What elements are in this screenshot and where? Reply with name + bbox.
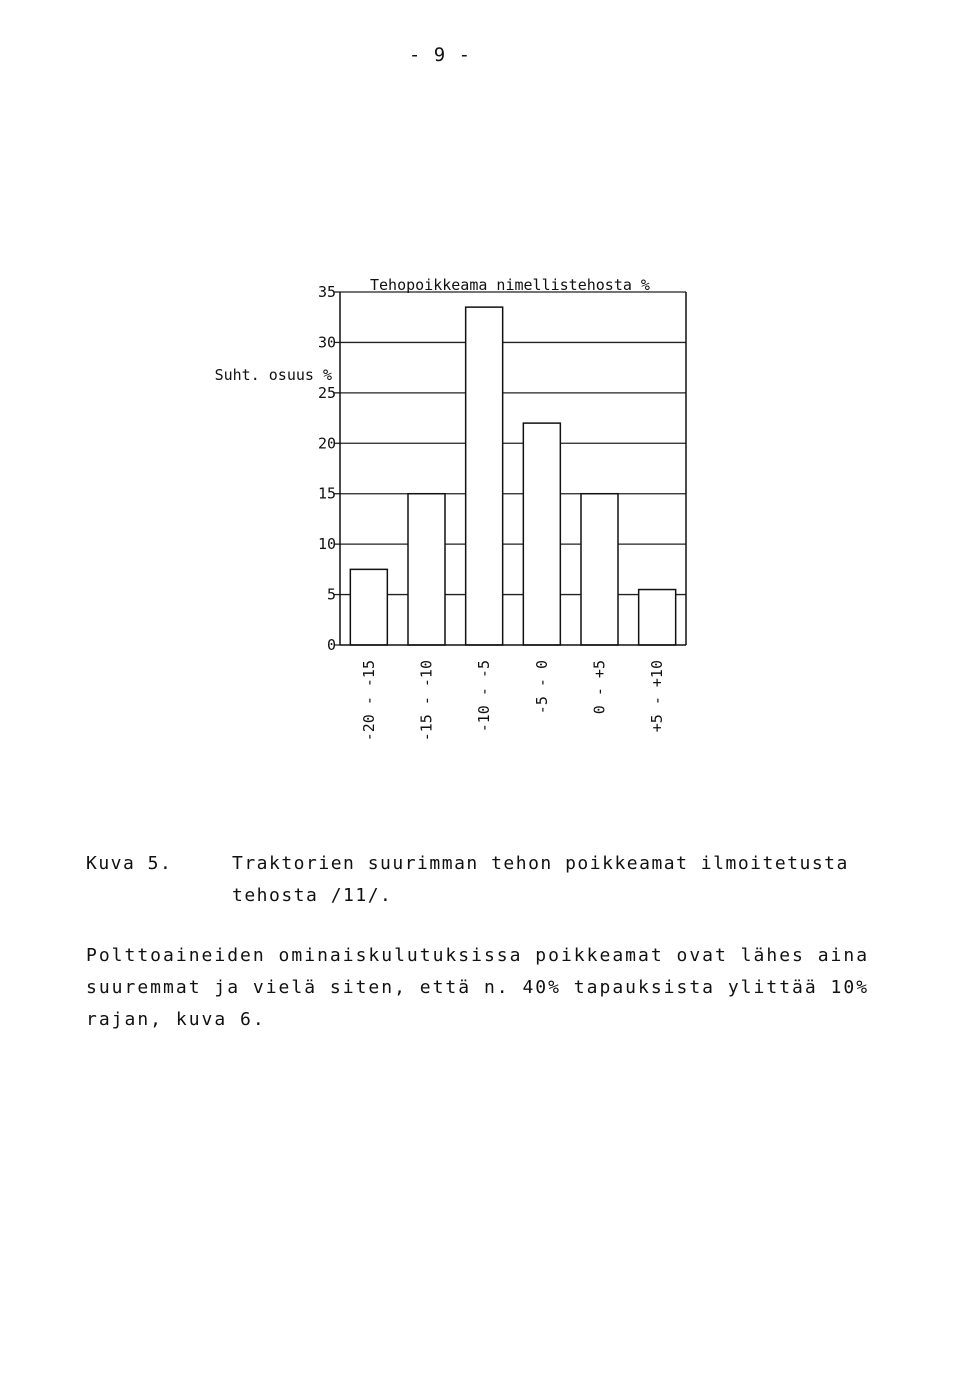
y-tick-label: 25 xyxy=(317,383,336,402)
x-tick-label: -15 - -10 xyxy=(417,660,436,742)
page-number: - 9 - xyxy=(408,44,472,66)
y-tick-label: 30 xyxy=(317,333,336,352)
bar xyxy=(639,590,676,645)
bar xyxy=(408,494,445,645)
x-tick-label: -20 - -15 xyxy=(359,660,378,742)
bar xyxy=(350,569,387,645)
caption-text-line-1: Traktorien suurimman tehon poikkeamat ilmoitetusta xyxy=(232,853,849,874)
y-axis-label: Suht. osuus % xyxy=(214,366,332,384)
caption-text-line-2: tehosta /11/. xyxy=(232,885,393,906)
y-tick-label: 5 xyxy=(326,585,336,604)
y-tick-label: 0 xyxy=(326,636,336,654)
body-paragraph xyxy=(86,940,886,1036)
y-tick-label: 15 xyxy=(317,484,336,503)
x-tick-label: 0 - +5 xyxy=(590,660,609,715)
paragraph-line-1: Polttoaineiden ominaiskulutuksissa poikkeamat ovat lähes aina xyxy=(86,945,870,966)
caption-label: Kuva 5. xyxy=(86,853,173,874)
bar xyxy=(466,307,503,645)
y-tick-labels xyxy=(318,283,336,654)
bar xyxy=(523,423,560,645)
gridlines xyxy=(340,292,686,595)
x-tick-label: +5 - +10 xyxy=(648,660,667,733)
y-tick-label: 35 xyxy=(317,283,336,301)
caption-first-line xyxy=(86,848,886,880)
figure-caption xyxy=(86,848,886,912)
paragraph-line-2: suuremmat ja vielä siten, että n. 40% tapauksista ylittää 10% xyxy=(86,977,870,998)
paragraph-line-3: rajan, kuva 6. xyxy=(86,1009,266,1030)
chart-title: Tehopoikkeama nimellistehosta % xyxy=(370,276,650,294)
x-tick-label: -10 - -5 xyxy=(475,660,494,733)
y-tick-label: 10 xyxy=(317,535,336,554)
x-tick-labels xyxy=(360,660,666,741)
bar xyxy=(581,494,618,645)
x-tick-label: -5 - 0 xyxy=(532,660,551,715)
y-tick-label: 20 xyxy=(317,434,336,453)
